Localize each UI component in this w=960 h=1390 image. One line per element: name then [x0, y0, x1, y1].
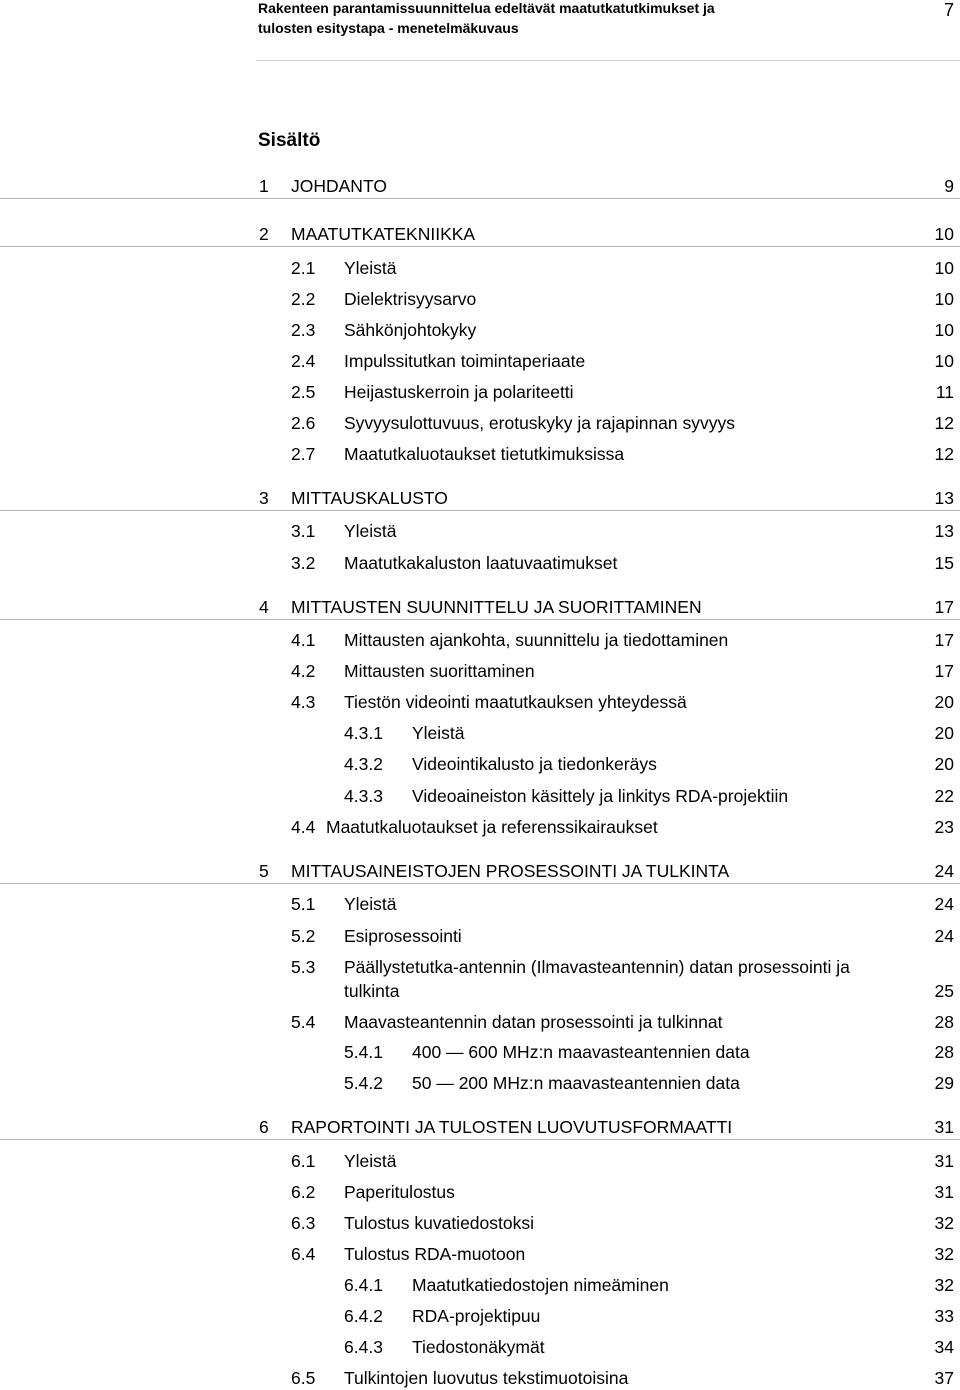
toc-entry [0, 784, 960, 808]
toc-entry-title: Tiedostonäkymät [412, 1337, 545, 1357]
toc-entry-number: 6.3 [291, 1213, 316, 1233]
toc-entry-page: 17 [934, 630, 954, 650]
toc-entry-page: 20 [934, 754, 954, 774]
toc-entry-title: Maavasteantennin datan prosessointi ja tulkinnat [344, 1012, 723, 1032]
toc-entry-page: 25 [934, 981, 954, 1001]
toc-entry-title: Sähkönjohtokyky [344, 320, 477, 340]
toc-entry-number: 2 [259, 224, 269, 244]
toc-entry [0, 721, 960, 745]
toc-entry-number: 5.4.1 [344, 1042, 383, 1062]
toc-entry-title: Yleistä [412, 723, 465, 743]
toc-entry-number: 5.2 [291, 926, 316, 946]
toc-entry-page: 10 [934, 224, 954, 244]
toc-entry-page: 31 [934, 1182, 954, 1202]
toc-entry-number: 4.2 [291, 661, 316, 681]
toc-entry-number: 2.4 [291, 351, 316, 371]
toc-entry [0, 690, 960, 714]
toc-entry-title: Maatutkatiedostojen nimeäminen [412, 1275, 669, 1295]
toc-entry-number: 6.1 [291, 1151, 316, 1171]
toc-entry-number: 3.2 [291, 553, 316, 573]
toc-entry-title: Heijastuskerroin ja polariteetti [344, 382, 574, 402]
toc-entry-number: 2.1 [291, 258, 316, 278]
toc-entry-page: 10 [934, 258, 954, 278]
toc-entry-number: 6 [259, 1117, 269, 1137]
toc-entry-page: 17 [934, 661, 954, 681]
toc-entry [0, 628, 960, 652]
toc-chapter-entry [0, 595, 960, 620]
toc-entry-number: 4.3 [291, 692, 316, 712]
toc-entry-title: 50 — 200 MHz:n maavasteantennien data [412, 1073, 740, 1093]
toc-entry [0, 519, 960, 543]
toc-entry-number: 3 [259, 488, 269, 508]
toc-entry-page: 10 [934, 351, 954, 371]
toc-entry-number: 5.4.2 [344, 1073, 383, 1093]
toc-entry-title: RDA-projektipuu [412, 1306, 541, 1326]
toc-entry [0, 815, 960, 839]
toc-entry-title: Syvyysulottuvuus, erotuskyky ja rajapinnan syvyys [344, 413, 735, 433]
toc-entry-page: 10 [934, 289, 954, 309]
toc-entry-page: 37 [934, 1368, 954, 1388]
toc-chapter-entry [0, 222, 960, 247]
toc-entry-page: 29 [934, 1073, 954, 1093]
toc-entry-page: 12 [934, 444, 954, 464]
toc-entry [0, 1242, 960, 1266]
toc-entry-title: Maatutkakaluston laatuvaatimukset [344, 553, 618, 573]
toc-entry-title: RAPORTOINTI JA TULOSTEN LUOVUTUSFORMAATTI [291, 1117, 733, 1137]
toc-entry [0, 1211, 960, 1235]
toc-entry-number: 6.4.1 [344, 1275, 383, 1295]
toc-entry [0, 1071, 960, 1095]
toc-entry [0, 442, 960, 466]
toc-entry-title: Paperitulostus [344, 1182, 455, 1202]
toc-entry [0, 1180, 960, 1204]
toc-entry-title: Esiprosessointi [344, 926, 462, 946]
toc-entry-page: 20 [934, 692, 954, 712]
toc-entry [0, 1010, 960, 1034]
toc-entry [0, 287, 960, 311]
toc-entry [0, 349, 960, 373]
page-number: 7 [943, 0, 954, 20]
toc-entry [0, 318, 960, 342]
toc-entry-title: MITTAUSTEN SUUNNITTELU JA SUORITTAMINEN [291, 597, 702, 617]
toc-entry-number: 5.3 [291, 957, 316, 977]
toc-entry-page: 24 [934, 926, 954, 946]
toc-entry-page: 15 [934, 553, 954, 573]
toc-entry-title: Tulostus RDA-muotoon [344, 1244, 526, 1264]
toc-entry-title: Päällystetutka-antennin (Ilmavasteantennin) datan prosessointi ja tulkinta [344, 957, 850, 1001]
toc-entry-page: 17 [934, 597, 954, 617]
toc-entry-title: Yleistä [344, 1151, 397, 1171]
toc-entry [0, 1149, 960, 1173]
toc-entry [0, 1273, 960, 1297]
toc-entry-page: 11 [935, 382, 954, 402]
toc-entry-number: 6.4.3 [344, 1337, 383, 1357]
toc-entry [0, 752, 960, 776]
toc-entry-title: JOHDANTO [291, 176, 387, 196]
toc-entry-title: MITTAUSKALUSTO [291, 488, 448, 508]
toc-entry-page: 33 [934, 1306, 954, 1326]
toc-entry-title: Maatutkaluotaukset tietutkimuksissa [344, 444, 625, 464]
running-header-line-2: tulosten esitystapa - menetelmäkuvaus [258, 20, 519, 36]
toc-entry-page: 9 [944, 176, 954, 196]
toc-entry-page: 12 [934, 413, 954, 433]
toc-entry-title: Videoaineiston käsittely ja linkitys RDA-projektiin [412, 786, 789, 806]
toc-entry-number: 2.3 [291, 320, 316, 340]
toc-entry-title: Maatutkaluotaukset ja referenssikairaukset [326, 817, 658, 837]
toc-chapter-entry [0, 174, 960, 199]
toc-entry-page: 32 [934, 1244, 954, 1264]
toc-entry-number: 6.4.2 [344, 1306, 383, 1326]
toc-entry-page: 13 [934, 488, 954, 508]
toc-entry-number: 4.3.2 [344, 754, 383, 774]
toc-entry-number: 4.4 [291, 817, 316, 837]
toc-entry-title: MAATUTKATEKNIIKKA [291, 224, 476, 244]
toc-entry-title: Yleistä [344, 521, 397, 541]
toc-entry-page: 32 [934, 1275, 954, 1295]
toc-entry-number: 2.6 [291, 413, 316, 433]
toc-entry-number: 6.4 [291, 1244, 316, 1264]
toc-entry-title: Mittausten suorittaminen [344, 661, 535, 681]
toc-entry-number: 2.7 [291, 444, 316, 464]
toc-entry-page: 23 [934, 817, 954, 837]
toc-entry-number: 2.2 [291, 289, 316, 309]
toc-entry-page: 10 [934, 320, 954, 340]
toc-entry [0, 551, 960, 575]
toc-entry-page: 24 [934, 894, 954, 914]
toc-chapter-entry [0, 486, 960, 511]
toc-entry-number: 6.2 [291, 1182, 316, 1202]
toc-entry-page: 13 [934, 521, 954, 541]
toc-entry-page: 24 [934, 861, 954, 881]
toc-entry [0, 955, 960, 1003]
toc-entry-number: 5 [259, 861, 269, 881]
toc-entry [0, 659, 960, 683]
toc-entry [0, 380, 960, 404]
toc-entry [0, 924, 960, 948]
toc-entry [0, 1304, 960, 1328]
toc-entry-page: 20 [934, 723, 954, 743]
toc-chapter-entry [0, 859, 960, 884]
running-header-line-1: Rakenteen parantamissuunnittelua edeltävät maatutkatutkimukset ja [258, 0, 715, 16]
toc-entry-number: 4.3.3 [344, 786, 383, 806]
toc-entry-number: 5.1 [291, 894, 316, 914]
toc-entry [0, 411, 960, 435]
toc-entry-page: 34 [934, 1337, 954, 1357]
toc-entry-page: 28 [934, 1042, 954, 1062]
toc-entry-page: 32 [934, 1213, 954, 1233]
toc-entry-number: 2.5 [291, 382, 316, 402]
toc-entry [0, 256, 960, 280]
toc-entry-number: 4.1 [291, 630, 316, 650]
toc-entry [0, 1366, 960, 1390]
toc-entry-number: 4 [259, 597, 269, 617]
toc-entry-number: 6.5 [291, 1368, 316, 1388]
toc-entry-number: 3.1 [291, 521, 316, 541]
toc-entry [0, 892, 960, 916]
toc-entry-title: Impulssitutkan toimintaperiaate [344, 351, 586, 371]
toc-entry [0, 1040, 960, 1064]
toc-entry-page: 28 [934, 1012, 954, 1032]
toc-entry-title: Yleistä [344, 258, 397, 278]
toc-entry-title: Dielektrisyysarvo [344, 289, 477, 309]
toc-entry-number: 5.4 [291, 1012, 316, 1032]
toc-heading: Sisältö [258, 130, 321, 151]
toc-chapter-entry [0, 1115, 960, 1140]
toc-entry-title: Tulostus kuvatiedostoksi [344, 1213, 534, 1233]
toc-entry-page: 31 [934, 1117, 954, 1137]
toc-entry-title: Tiestön videointi maatutkauksen yhteydessä [344, 692, 687, 712]
toc-entry-title: Videointikalusto ja tiedonkeräys [412, 754, 657, 774]
toc-entry-title: Tulkintojen luovutus tekstimuotoisina [344, 1368, 629, 1388]
toc-entry-title: MITTAUSAINEISTOJEN PROSESSOINTI JA TULKINTA [291, 861, 730, 881]
toc-entry-number: 4.3.1 [344, 723, 383, 743]
toc-entry [0, 1335, 960, 1359]
toc-entry-title: 400 — 600 MHz:n maavasteantennien data [412, 1042, 750, 1062]
toc-entry-page: 31 [934, 1151, 954, 1171]
toc-entry-title: Mittausten ajankohta, suunnittelu ja tiedottaminen [344, 630, 729, 650]
toc-entry-page: 22 [934, 786, 954, 806]
toc-entry-number: 1 [259, 176, 269, 196]
toc-entry-title: Yleistä [344, 894, 397, 914]
